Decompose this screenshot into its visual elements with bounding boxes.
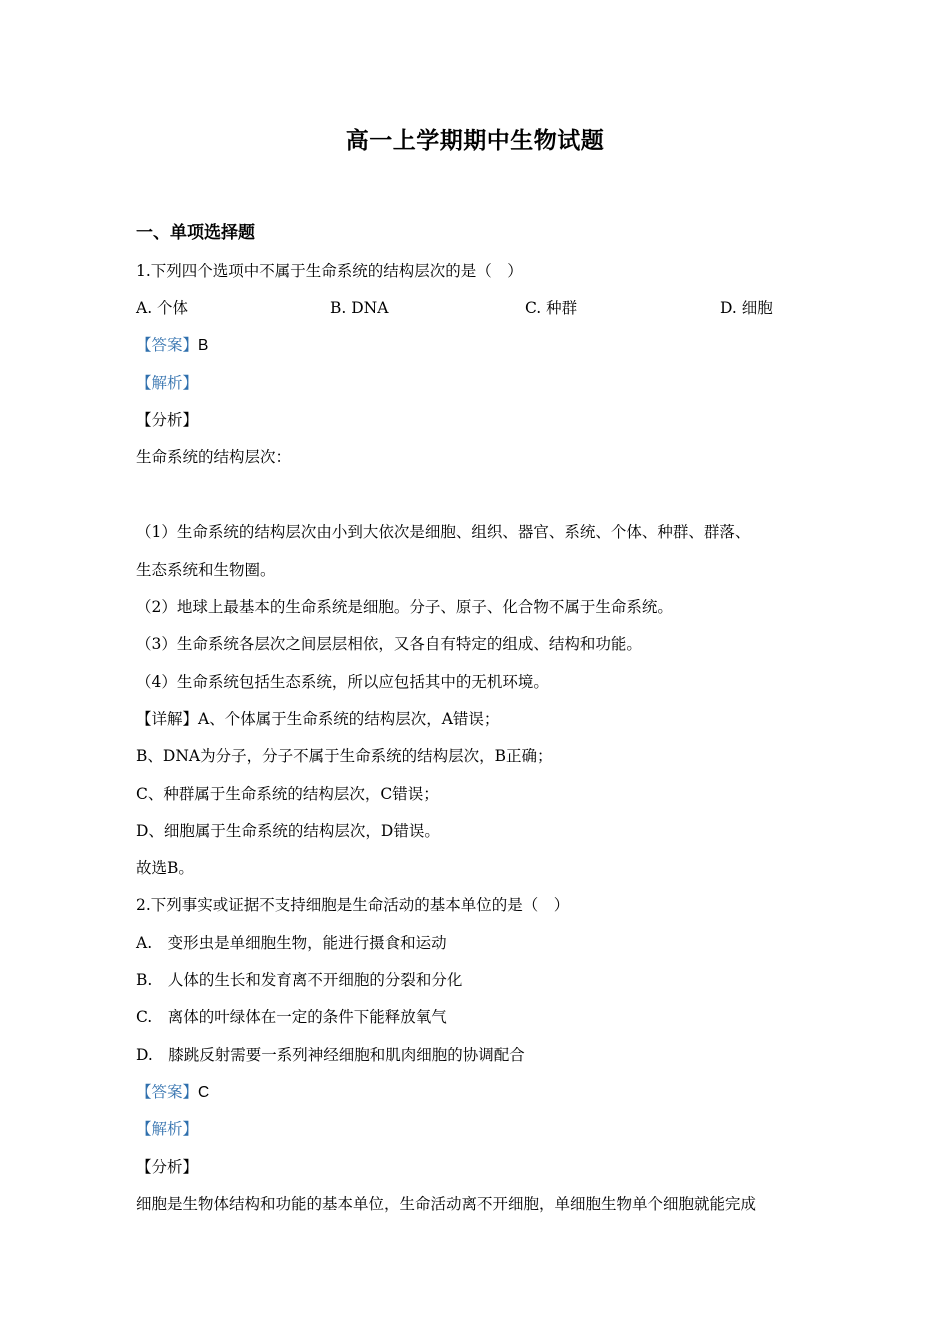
q1-answer-row <box>136 334 208 357</box>
q2-option-b: B. 人体的生长和发育离不开细胞的分裂和分化 <box>136 971 463 989</box>
q1-detail-row <box>136 708 499 730</box>
q1-intro: 生命系统的结构层次： <box>136 448 292 466</box>
q1-conclusion: 故选B。 <box>136 859 194 877</box>
q1-fenxi-tag: 【分析】 <box>136 411 199 429</box>
document-title: 高一上学期期中生物试题 <box>345 127 605 154</box>
q2-fenxi-tag: 【分析】 <box>136 1158 199 1176</box>
q2-stem: 2.下列事实或证据不支持细胞是生命活动的基本单位的是（ ） <box>136 896 570 914</box>
q1-option-b: B. DNA <box>330 299 389 317</box>
q1-option-c: C. 种群 <box>525 299 578 317</box>
q2-answer-tag: 【答案】 <box>136 1083 199 1101</box>
q1-point-line: （2）地球上最基本的生命系统是细胞。分子、原子、化合物不属于生命系统。 <box>136 598 673 616</box>
q2-intro: 细胞是生物体结构和功能的基本单位，生命活动离不开细胞，单细胞生物单个细胞就能完成 <box>136 1195 757 1213</box>
q1-answer-tag: 【答案】 <box>136 336 199 354</box>
q2-analysis-tag: 【解析】 <box>136 1120 199 1138</box>
q1-point-line: （4）生命系统包括生态系统，所以应包括其中的无机环境。 <box>136 673 549 691</box>
q2-answer-row <box>136 1081 209 1104</box>
q2-option-c: C. 离体的叶绿体在一定的条件下能释放氧气 <box>136 1008 447 1026</box>
q1-answer-value: B <box>198 337 209 354</box>
q1-detail-line: A、个体属于生命系统的结构层次，A错误； <box>198 710 500 728</box>
q1-point-line: 生态系统和生物圈。 <box>136 561 276 579</box>
q2-option-d: D. 膝跳反射需要一系列神经细胞和肌肉细胞的协调配合 <box>136 1046 525 1064</box>
q1-detail-line: B、DNA为分子，分子不属于生命系统的结构层次，B正确； <box>136 747 553 765</box>
q1-stem: 1.下列四个选项中不属于生命系统的结构层次的是（ ） <box>136 262 523 280</box>
q1-analysis-tag: 【解析】 <box>136 374 199 392</box>
q1-detail-line: C、种群属于生命系统的结构层次，C错误； <box>136 785 439 803</box>
section-heading: 一、单项选择题 <box>136 223 255 243</box>
q2-answer-value: C <box>198 1084 210 1101</box>
q1-detail-tag: 【详解】 <box>136 710 199 728</box>
q1-point-line: （3）生命系统各层次之间层层相依，又各自有特定的组成、结构和功能。 <box>136 635 642 653</box>
q1-detail-line: D、细胞属于生命系统的结构层次，D错误。 <box>136 822 440 840</box>
q1-option-a: A. 个体 <box>136 299 189 317</box>
q1-point-line: （1）生命系统的结构层次由小到大依次是细胞、组织、器官、系统、个体、种群、群落、 <box>136 523 751 541</box>
q2-option-a: A. 变形虫是单细胞生物，能进行摄食和运动 <box>136 934 447 952</box>
q1-option-d: D. 细胞 <box>720 299 773 317</box>
